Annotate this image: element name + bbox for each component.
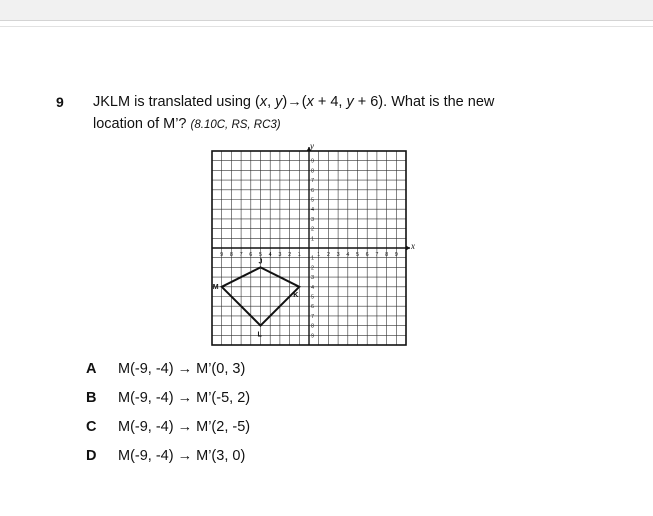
vertex-label: L <box>257 331 262 339</box>
y-tick-label: 2 <box>311 265 315 272</box>
question-text <box>93 91 623 136</box>
y-tick-label: 3 <box>311 216 315 223</box>
choice-letter: B <box>86 390 97 406</box>
x-axis-label: x <box>411 241 415 251</box>
standard-tag: (8.10C, RS, RC3) <box>190 119 281 131</box>
top-toolbar-strip <box>0 0 653 21</box>
x-tick-label: 5 <box>258 252 263 258</box>
choice-b[interactable] <box>86 390 250 419</box>
var-y2: y <box>346 94 354 110</box>
x-tick-label: 2 <box>326 252 330 258</box>
y-tick-label: 7 <box>311 178 315 185</box>
y-tick-label: 1 <box>311 255 315 262</box>
y-tick-label: 8 <box>311 168 315 175</box>
x-tick-label: 1 <box>317 252 321 258</box>
x-tick-label: 7 <box>375 252 379 258</box>
choice-text: M(-9, -4) → M’(2, -5) <box>118 419 251 435</box>
choice-text: M(-9, -4) → M’(3, 0) <box>118 448 246 464</box>
y-tick-label: 9 <box>311 158 315 165</box>
x-tick-label: 6 <box>365 252 369 258</box>
x-tick-label: 5 <box>355 252 360 258</box>
question-comma: , <box>267 94 276 110</box>
answer-choices <box>86 361 250 477</box>
x-tick-label: 3 <box>336 252 340 258</box>
vertex-label: J <box>258 258 263 266</box>
quadrilateral-jklm <box>213 258 300 338</box>
y-tick-label: 6 <box>311 304 315 311</box>
choice-letter: C <box>86 419 97 435</box>
choice-d[interactable] <box>86 448 250 477</box>
x-tick-label: 1 <box>297 252 301 258</box>
y-tick-label: 5 <box>311 294 315 301</box>
y-tick-label: 2 <box>311 226 315 233</box>
var-x: x <box>259 94 268 110</box>
coordinate-grid <box>205 142 415 348</box>
question-line2: location of M’? <box>93 116 191 132</box>
question-lead: JKLM is translated using ( <box>93 94 260 110</box>
x-tick-label: 8 <box>385 252 389 258</box>
question-plus6: + 6). What is the new <box>353 94 495 110</box>
x-tick-label: 4 <box>268 252 272 258</box>
x-tick-label: 8 <box>229 252 233 258</box>
choice-c[interactable] <box>86 419 250 448</box>
y-tick-label: 5 <box>311 197 315 204</box>
x-tick-label: 4 <box>346 252 350 258</box>
y-tick-label: 3 <box>311 275 315 282</box>
y-tick-label: 4 <box>311 207 315 214</box>
y-tick-label: 7 <box>311 313 315 320</box>
question-arrow: )→( <box>282 94 307 110</box>
vertex-label: M <box>212 283 219 291</box>
x-tick-label: 2 <box>288 252 292 258</box>
question-number: 9 <box>56 94 64 110</box>
var-y: y <box>275 94 283 110</box>
y-tick-label: 6 <box>311 187 315 194</box>
x-axis-arrow <box>406 246 410 251</box>
y-tick-label: 1 <box>311 236 315 243</box>
y-axis-label: y <box>310 142 314 151</box>
y-tick-label: 8 <box>311 323 315 330</box>
var-x2: x <box>306 94 314 110</box>
x-tick-label: 7 <box>239 252 243 258</box>
choice-letter: D <box>86 448 97 464</box>
vertex-label: K <box>293 291 299 299</box>
question-plus4: + 4, <box>313 94 347 110</box>
y-tick-label: 4 <box>311 284 315 291</box>
choice-letter: A <box>86 361 97 377</box>
x-tick-label: 9 <box>394 252 398 258</box>
choice-a[interactable] <box>86 361 250 390</box>
x-tick-label: 6 <box>249 252 253 258</box>
top-divider <box>0 26 653 27</box>
y-tick-label: 9 <box>311 333 315 340</box>
x-tick-label: 9 <box>220 252 224 258</box>
choice-text: M(-9, -4) → M’(0, 3) <box>118 361 246 377</box>
choice-text: M(-9, -4) → M’(-5, 2) <box>118 390 251 406</box>
x-tick-label: 3 <box>278 252 282 258</box>
